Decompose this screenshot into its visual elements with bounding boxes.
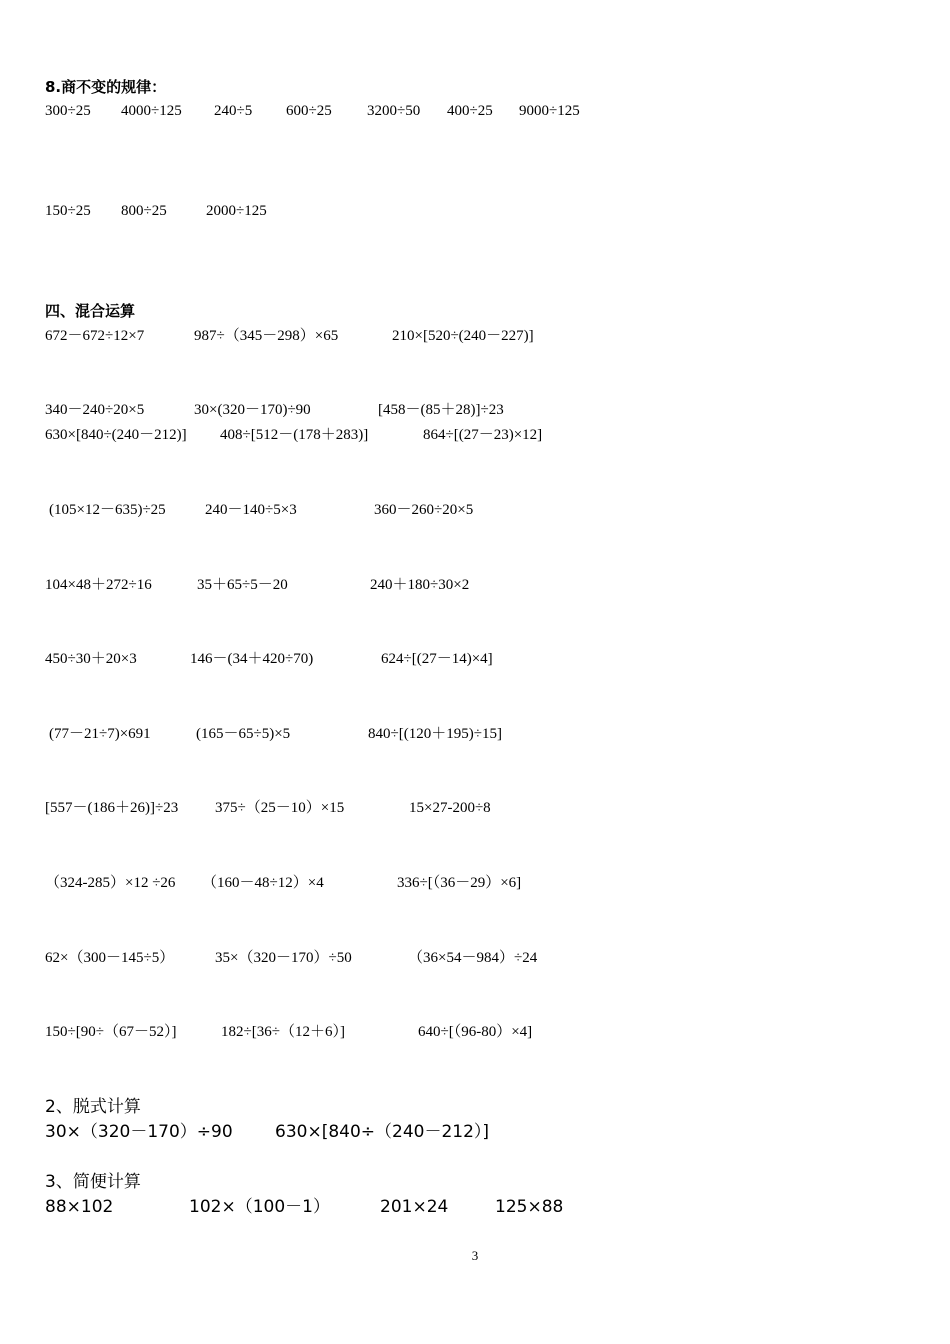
problem: 182÷[36÷（12＋6）] — [221, 1024, 345, 1040]
problem: 3200÷50 — [367, 103, 421, 119]
problem: 104×48＋272÷16 — [45, 577, 152, 593]
problem: 300÷25 — [45, 103, 91, 119]
problem: （160－48÷12）×4 — [202, 875, 324, 891]
problem: 102×（100－1） — [189, 1197, 330, 1217]
problem: 450÷30＋20×3 — [45, 651, 137, 667]
problem: 240－140÷5×3 — [205, 502, 297, 518]
problem: 840÷[(120＋195)÷15] — [368, 726, 502, 742]
problem: 375÷（25－10）×15 — [215, 800, 345, 816]
problem: 630×[840÷（240－212）] — [275, 1122, 490, 1142]
problem: 30×（320－170）÷90 — [45, 1122, 233, 1142]
problem: 630×[840÷(240－212)] — [45, 427, 187, 443]
problem: 600÷25 — [286, 103, 332, 119]
problem: 2000÷125 — [206, 203, 267, 219]
problem: （36×54－984）÷24 — [408, 950, 538, 966]
problem: 4000÷125 — [121, 103, 182, 119]
section-8-row-2 — [45, 201, 267, 281]
section-8-heading: 8.商不变的规律： — [45, 78, 167, 96]
problem: 987÷（345－298）×65 — [194, 328, 339, 344]
problem: （324-285）×12 ÷26 — [45, 875, 176, 891]
problem: 62×（300－145÷5） — [45, 950, 175, 966]
problem: (77－21÷7)×691 — [49, 726, 151, 742]
problem: 336÷[（36－29）×6] — [397, 875, 522, 891]
mixed-row-6 — [45, 649, 493, 729]
problem: 35＋65÷5－20 — [197, 577, 288, 593]
problem: 240÷5 — [214, 103, 253, 119]
mixed-row-9 — [45, 873, 522, 953]
problem: 340－240÷20×5 — [45, 402, 145, 418]
problem: 35×（320－170）÷50 — [215, 950, 352, 966]
problem: 88×102 — [45, 1197, 114, 1217]
problem: [557－(186＋26)]÷23 — [45, 800, 179, 816]
mixed-row-7 — [45, 724, 502, 804]
section-2-heading: 2、脱式计算 — [45, 1097, 141, 1117]
problem: 408÷[512－(178＋283)] — [220, 427, 369, 443]
problem: 672－672÷12×7 — [45, 328, 145, 344]
problem: 400÷25 — [447, 103, 493, 119]
problem: (165－65÷5)×5 — [196, 726, 291, 742]
mixed-row-3 — [45, 425, 543, 505]
page-number: 3 — [471, 1248, 479, 1263]
section-3-heading: 3、简便计算 — [45, 1172, 141, 1192]
problem: 624÷[(27－14)×4] — [381, 651, 493, 667]
problem: 150÷[90÷（67－52）] — [45, 1024, 177, 1040]
mixed-row-8 — [45, 798, 491, 878]
problem: 30×(320－170)÷90 — [194, 402, 311, 418]
problem: 864÷[(27－23)×12] — [423, 427, 543, 443]
problem: 210×[520÷(240－227)] — [392, 328, 534, 344]
problem: (105×12－635)÷25 — [49, 502, 166, 518]
problem: 240＋180÷30×2 — [370, 577, 470, 593]
mixed-row-4 — [45, 500, 474, 580]
mixed-row-5 — [45, 575, 470, 655]
mixed-row-10 — [45, 948, 538, 1028]
problem: 800÷25 — [121, 203, 167, 219]
problem: 9000÷125 — [519, 103, 580, 119]
problem: 150÷25 — [45, 203, 91, 219]
mixed-row-1 — [45, 326, 534, 406]
section-4-heading: 四、混合运算 — [45, 302, 136, 320]
problem: 15×27-200÷8 — [409, 800, 491, 816]
mixed-row-11 — [45, 1022, 533, 1102]
problem: 360－260÷20×5 — [374, 502, 474, 518]
problem: 201×24 — [380, 1197, 449, 1217]
problem: 640÷[（96-80）×4] — [418, 1024, 533, 1040]
problem: [458－(85＋28)]÷23 — [378, 402, 504, 418]
problem: 125×88 — [495, 1197, 564, 1217]
problem: 146－(34＋420÷70) — [190, 651, 314, 667]
